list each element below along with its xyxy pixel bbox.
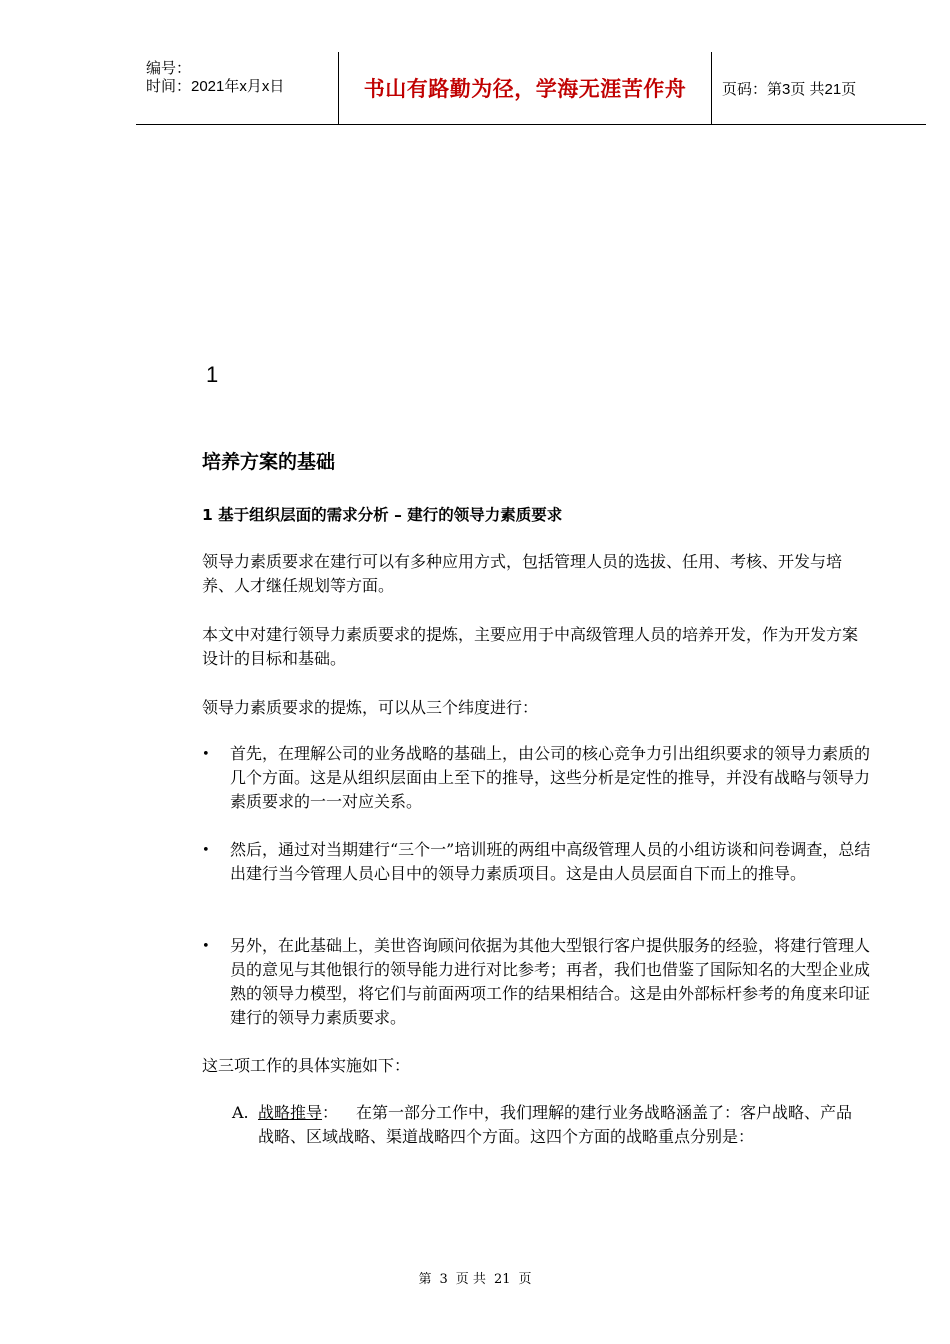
footer-suffix: 页 <box>518 1272 532 1287</box>
footer-prefix: 第 <box>418 1272 432 1287</box>
doc-time-label: 时间：2021年x月x日 <box>146 78 285 95</box>
list-item-text: 在第一部分工作中，我们理解的建行业务战略涵盖了：客户战略、产品战略、区域战略、渠道战略四个方面。这四个方面的战略重点分别是： <box>258 1103 853 1146</box>
bullet-text: 首先，在理解公司的业务战略的基础上，由公司的核心竞争力引出组织要求的领导力素质的几个方面。这是从组织层面由上至下的推导，这些分析是定性的推导，并没有战略与领导力素质要求的一一对应关系。 <box>230 744 871 811</box>
paragraph-2: 本文中对建行领导力素质要求的提炼，主要应用于中高级管理人员的培养开发，作为开发方案设计的目标和基础。 <box>202 625 859 668</box>
header-motto-cell <box>338 52 712 124</box>
subsection-title: 1 基于组织层面的需求分析 – 建行的领导力素质要求 <box>202 506 563 524</box>
header-meta <box>136 52 338 124</box>
page-header <box>136 52 926 125</box>
list-item-heading: 战略推导 <box>258 1103 323 1122</box>
header-motto: 书山有路勤为径，学海无涯苦作舟 <box>363 76 687 101</box>
paragraph-3: 领导力素质要求的提炼，可以从三个纬度进行： <box>202 698 539 717</box>
bullet-dot-icon: • <box>202 843 210 858</box>
implementation-intro: 这三项工作的具体实施如下： <box>202 1056 411 1075</box>
paragraph-1: 领导力素质要求在建行可以有多种应用方式，包括管理人员的选拔、任用、考核、开发与培养、人才继任规划等方面。 <box>202 552 843 595</box>
bullet-item-3 <box>202 934 872 1030</box>
list-item-body <box>258 1101 862 1149</box>
header-page-info: 页码：第3页 共21页 <box>722 80 857 98</box>
list-item-a <box>232 1101 862 1149</box>
footer-middle: 页 共 <box>455 1272 486 1287</box>
section-number: 1 <box>206 362 219 387</box>
list-item-label: A. <box>232 1103 249 1122</box>
bullet-dot-icon: • <box>202 939 210 954</box>
footer-current-page: 3 <box>439 1272 448 1287</box>
page-footer <box>0 1268 950 1287</box>
doc-number-label: 编号： <box>146 60 192 77</box>
bullet-text: 另外，在此基础上，美世咨询顾问依据为其他大型银行客户提供服务的经验，将建行管理人员的意见与其他银行的领导能力进行对比参考；再者，我们也借鉴了国际知名的大型企业成熟的领导力模型，将它们与前面两项工作的结果相结合。这是由外部标杆参考的角度来印证建行的领导力素质要求。 <box>230 936 871 1027</box>
bullet-dot-icon: • <box>202 747 210 762</box>
list-item-colon: ： <box>322 1103 339 1122</box>
section-title: 培养方案的基础 <box>202 451 336 473</box>
bullet-item-2 <box>202 838 872 886</box>
bullet-text: 然后，通过对当期建行“三个一”培训班的两组中高级管理人员的小组访谈和问卷调查，总结出建行当今管理人员心目中的领导力素质项目。这是由人员层面自下而上的推导。 <box>230 840 871 883</box>
bullet-item-1 <box>202 742 872 814</box>
footer-total-pages: 21 <box>493 1272 511 1287</box>
